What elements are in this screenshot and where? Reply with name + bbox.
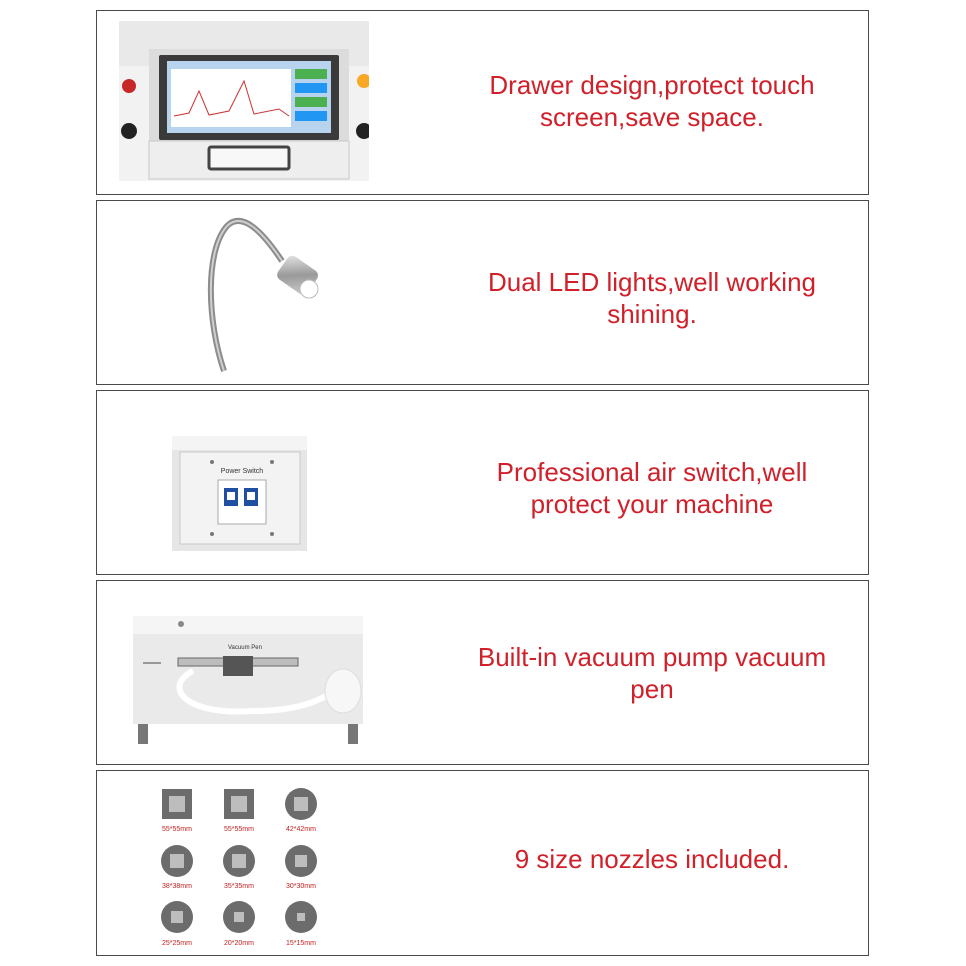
led-lamp-photo bbox=[197, 211, 337, 376]
caption-line: Dual LED lights,well working bbox=[487, 267, 817, 297]
nozzle-set-photo bbox=[157, 786, 332, 951]
caption-drawer bbox=[427, 69, 869, 133]
feature-panel-air-switch bbox=[96, 390, 869, 575]
feature-panel-vacuum bbox=[96, 580, 869, 765]
nozzle-size-label: 55*55mm bbox=[224, 826, 254, 833]
caption-vacuum bbox=[427, 641, 869, 705]
nozzle-size-label: 55*55mm bbox=[162, 826, 192, 833]
caption-line: Built-in vacuum pump vacuum bbox=[477, 642, 827, 672]
drawer-touchscreen-photo bbox=[119, 21, 369, 181]
vacuum-pen-photo bbox=[133, 616, 363, 746]
nozzle-size-label: 30*30mm bbox=[286, 883, 316, 890]
caption-line: pen bbox=[630, 674, 674, 704]
power-switch-label: Power Switch bbox=[220, 468, 264, 475]
feature-panel-led bbox=[96, 200, 869, 385]
caption-nozzles bbox=[427, 843, 869, 875]
feature-panel-nozzles bbox=[96, 770, 869, 956]
nozzle-row-1 bbox=[162, 788, 317, 833]
caption-line: 9 size nozzles included. bbox=[514, 844, 790, 874]
nozzle-row-2 bbox=[161, 845, 317, 890]
air-switch-photo bbox=[172, 436, 307, 551]
nozzle-size-label: 35*35mm bbox=[224, 883, 254, 890]
nozzle-size-label: 20*20mm bbox=[224, 940, 254, 947]
caption-led bbox=[427, 266, 869, 330]
feature-panel-drawer bbox=[96, 10, 869, 195]
nozzle-size-label: 42*42mm bbox=[286, 826, 316, 833]
caption-line: shining. bbox=[607, 299, 697, 329]
caption-line: screen,save space. bbox=[539, 102, 764, 132]
caption-line: Professional air switch,well bbox=[496, 457, 808, 487]
caption-line: Drawer design,protect touch bbox=[489, 70, 815, 100]
nozzle-row-3 bbox=[161, 901, 317, 947]
nozzle-size-label: 15*15mm bbox=[286, 940, 316, 947]
caption-air-switch bbox=[427, 456, 869, 520]
vacuum-pen-label: Vacuum Pen bbox=[228, 645, 262, 651]
nozzle-size-label: 25*25mm bbox=[162, 940, 192, 947]
nozzle-size-label: 38*38mm bbox=[162, 883, 192, 890]
caption-line: protect your machine bbox=[530, 489, 774, 519]
